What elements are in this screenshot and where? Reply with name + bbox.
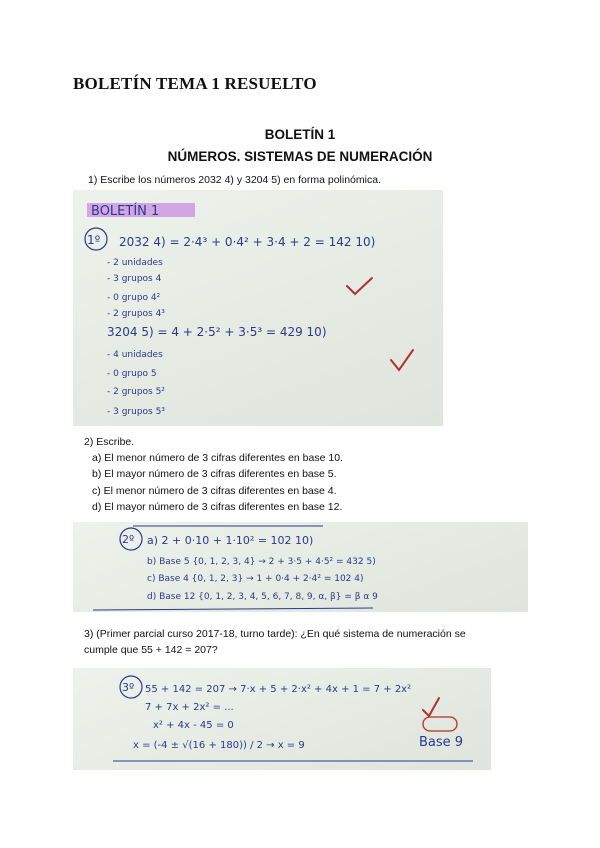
check-mark (423, 698, 439, 716)
handwritten-line: x² + 4x - 45 = 0 (153, 720, 234, 731)
question-2-item-c: c) El menor número de 3 cifras diferentes en base 4. (92, 485, 337, 497)
document-subtitle: NÚMEROS. SISTEMAS DE NUMERACIÓN (167, 149, 433, 164)
question-2-item-b: b) El mayor número de 3 cifras diferentes en base 5. (92, 468, 337, 480)
handwritten-line: - 2 grupos 5² (107, 387, 165, 397)
handwritten-line: - 2 grupos 4³ (107, 309, 165, 319)
handwritten-line: - 3 grupos 5³ (107, 407, 165, 417)
handwritten-line: Base 9 (419, 735, 464, 750)
handwritten-line: c) Base 4 {0, 1, 2, 3} → 1 + 0·4 + 2·4² = 102 4) (147, 574, 364, 584)
handwritten-line: 2032 4) = 2·4³ + 0·4² + 3·4 + 2 = 142 10) (119, 235, 376, 249)
handwritten-number: 1º (87, 233, 101, 247)
check-mark (391, 350, 413, 370)
handwritten-line: - 2 unidades (107, 258, 163, 268)
handwritten-line: b) Base 5 {0, 1, 2, 3, 4} → 2 + 3·5 + 4·5² = 432 5) (147, 557, 376, 567)
handwritten-line: d) Base 12 {0, 1, 2, 3, 4, 5, 6, 7, 8, 9, α, β} = β α 9 (147, 592, 378, 602)
handwritten-line: - 0 grupo 5 (107, 369, 157, 379)
question-2-item-d: d) El mayor número de 3 cifras diferentes en base 12. (92, 501, 343, 513)
handwritten-line: - 0 grupo 4² (107, 293, 161, 303)
handwritten-line: 7 + 7x + 2x² = ... (145, 702, 234, 713)
question-3-text: 3) (Primer parcial curso 2017-18, turno tarde): ¿En qué sistema de numeración se (84, 628, 466, 640)
handwritten-line: - 3 grupos 4 (107, 274, 162, 284)
handwritten-line: 3204 5) = 4 + 2·5² + 3·5³ = 429 10) (107, 325, 327, 339)
question-3-photo (73, 668, 491, 770)
page-heading: BOLETÍN TEMA 1 RESUELTO (73, 74, 317, 93)
question-1-photo (73, 190, 443, 426)
handwritten-line: x = (-4 ± √(16 + 180)) / 2 → x = 9 (133, 740, 305, 751)
handwritten-line: 55 + 142 = 207 → 7·x + 5 + 2·x² + 4x + 1 = 7 + 2x² (145, 684, 412, 695)
handwritten-line: - 4 unidades (107, 350, 163, 360)
check-mark (347, 278, 372, 294)
question-2-text: 2) Escribe. (84, 436, 135, 448)
question-2-photo (73, 522, 528, 612)
question-3-text-2: cumple que 55 + 142 = 207? (84, 644, 218, 656)
question-1-text: 1) Escribe los números 2032 4) y 3204 5) en forma polinómica. (88, 174, 381, 186)
handwritten-number: 3º (122, 681, 135, 694)
handwritten-number: 2º (122, 533, 135, 546)
handwritten-label: BOLETÍN 1 (91, 204, 160, 219)
question-2-item-a: a) El menor número de 3 cifras diferentes en base 10. (92, 452, 343, 464)
handwritten-line: a) 2 + 0·10 + 1·10² = 102 10) (147, 534, 314, 547)
document-title: BOLETÍN 1 (264, 127, 336, 142)
